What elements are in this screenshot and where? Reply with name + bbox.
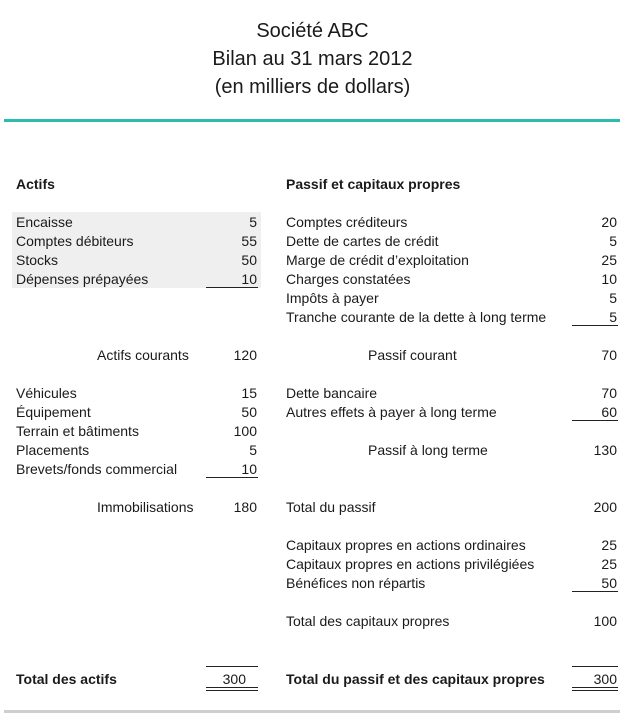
total-assets-label: Total des actifs	[16, 671, 117, 687]
asset-label: Stocks	[16, 252, 59, 268]
subtotal-underline	[572, 420, 618, 421]
top-divider	[4, 119, 620, 122]
total-liabilities-equity-value: 300	[593, 671, 617, 687]
total-double-underline	[572, 687, 618, 688]
asset-value: 5	[249, 442, 257, 458]
equity-label: Bénéfices non répartis	[286, 575, 426, 591]
total-liabilities-equity-label: Total du passif et des capitaux propres	[286, 671, 545, 687]
assets-heading: Actifs	[16, 176, 55, 192]
total-double-underline	[572, 690, 618, 691]
equity-label: Capitaux propres en actions ordinaires	[286, 537, 526, 553]
liability-value: 5	[609, 290, 617, 306]
total-overline	[572, 666, 618, 667]
total-liabilities-value: 200	[593, 499, 617, 515]
asset-value: 50	[241, 252, 257, 268]
subtotal-underline	[206, 287, 258, 288]
bottom-divider	[4, 710, 620, 713]
equity-value: 25	[601, 537, 617, 553]
liability-value: 25	[601, 252, 617, 268]
asset-value: 5	[249, 214, 257, 230]
company-name: Société ABC	[256, 20, 369, 42]
liability-label: Dette bancaire	[286, 385, 378, 401]
liability-label: Tranche courante de la dette à long terme	[286, 309, 547, 325]
equity-value: 50	[601, 575, 617, 591]
equity-value: 25	[601, 556, 617, 572]
subtotal-underline	[572, 325, 618, 326]
total-double-underline	[206, 690, 258, 691]
current-assets-label: Actifs courants	[97, 347, 189, 363]
equity-label: Capitaux propres en actions privilégiées	[286, 556, 535, 572]
asset-label: Placements	[16, 442, 90, 458]
liability-value: 5	[609, 233, 617, 249]
liability-label: Charges constatées	[286, 271, 411, 287]
asset-value: 15	[241, 385, 257, 401]
liability-label: Dette de cartes de crédit	[286, 233, 439, 249]
liability-label: Comptes créditeurs	[286, 214, 408, 230]
liability-label: Impôts à payer	[286, 290, 379, 306]
asset-label: Dépenses prépayées	[16, 271, 149, 287]
total-double-underline	[206, 687, 258, 688]
fixed-assets-value: 180	[233, 499, 257, 515]
liability-value: 70	[601, 385, 617, 401]
total-overline	[206, 666, 258, 667]
asset-value: 100	[233, 423, 257, 439]
subtotal-underline	[206, 477, 258, 478]
current-liabilities-label: Passif courant	[368, 347, 457, 363]
liability-value: 5	[609, 309, 617, 325]
liabilities-heading: Passif et capitaux propres	[286, 176, 461, 192]
total-liabilities-label: Total du passif	[286, 499, 376, 515]
liability-label: Autres effets à payer à long terme	[286, 404, 497, 420]
liability-label: Marge de crédit d’exploitation	[286, 252, 469, 268]
asset-value: 10	[241, 461, 257, 477]
asset-label: Terrain et bâtiments	[16, 423, 139, 439]
long-term-liabilities-value: 130	[593, 442, 617, 458]
fixed-assets-label: Immobilisations	[97, 499, 194, 515]
asset-value: 10	[241, 271, 257, 287]
total-equity-label: Total des capitaux propres	[286, 613, 450, 629]
long-term-liabilities-label: Passif à long terme	[368, 442, 488, 458]
liability-value: 60	[601, 404, 617, 420]
asset-label: Véhicules	[16, 385, 77, 401]
statement-units: (en milliers de dollars)	[214, 76, 411, 98]
current-assets-value: 120	[233, 347, 257, 363]
asset-label: Comptes débiteurs	[16, 233, 134, 249]
current-liabilities-value: 70	[601, 347, 617, 363]
total-equity-value: 100	[593, 613, 617, 629]
statement-title: Bilan au 31 mars 2012	[212, 48, 413, 70]
asset-label: Brevets/fonds commercial	[16, 461, 178, 477]
asset-label: Équipement	[16, 404, 91, 420]
asset-value: 50	[241, 404, 257, 420]
asset-value: 55	[241, 233, 257, 249]
total-assets-value: 300	[222, 671, 246, 687]
asset-label: Encaisse	[16, 214, 73, 230]
subtotal-underline	[572, 591, 618, 592]
liability-value: 10	[601, 271, 617, 287]
liability-value: 20	[601, 214, 617, 230]
